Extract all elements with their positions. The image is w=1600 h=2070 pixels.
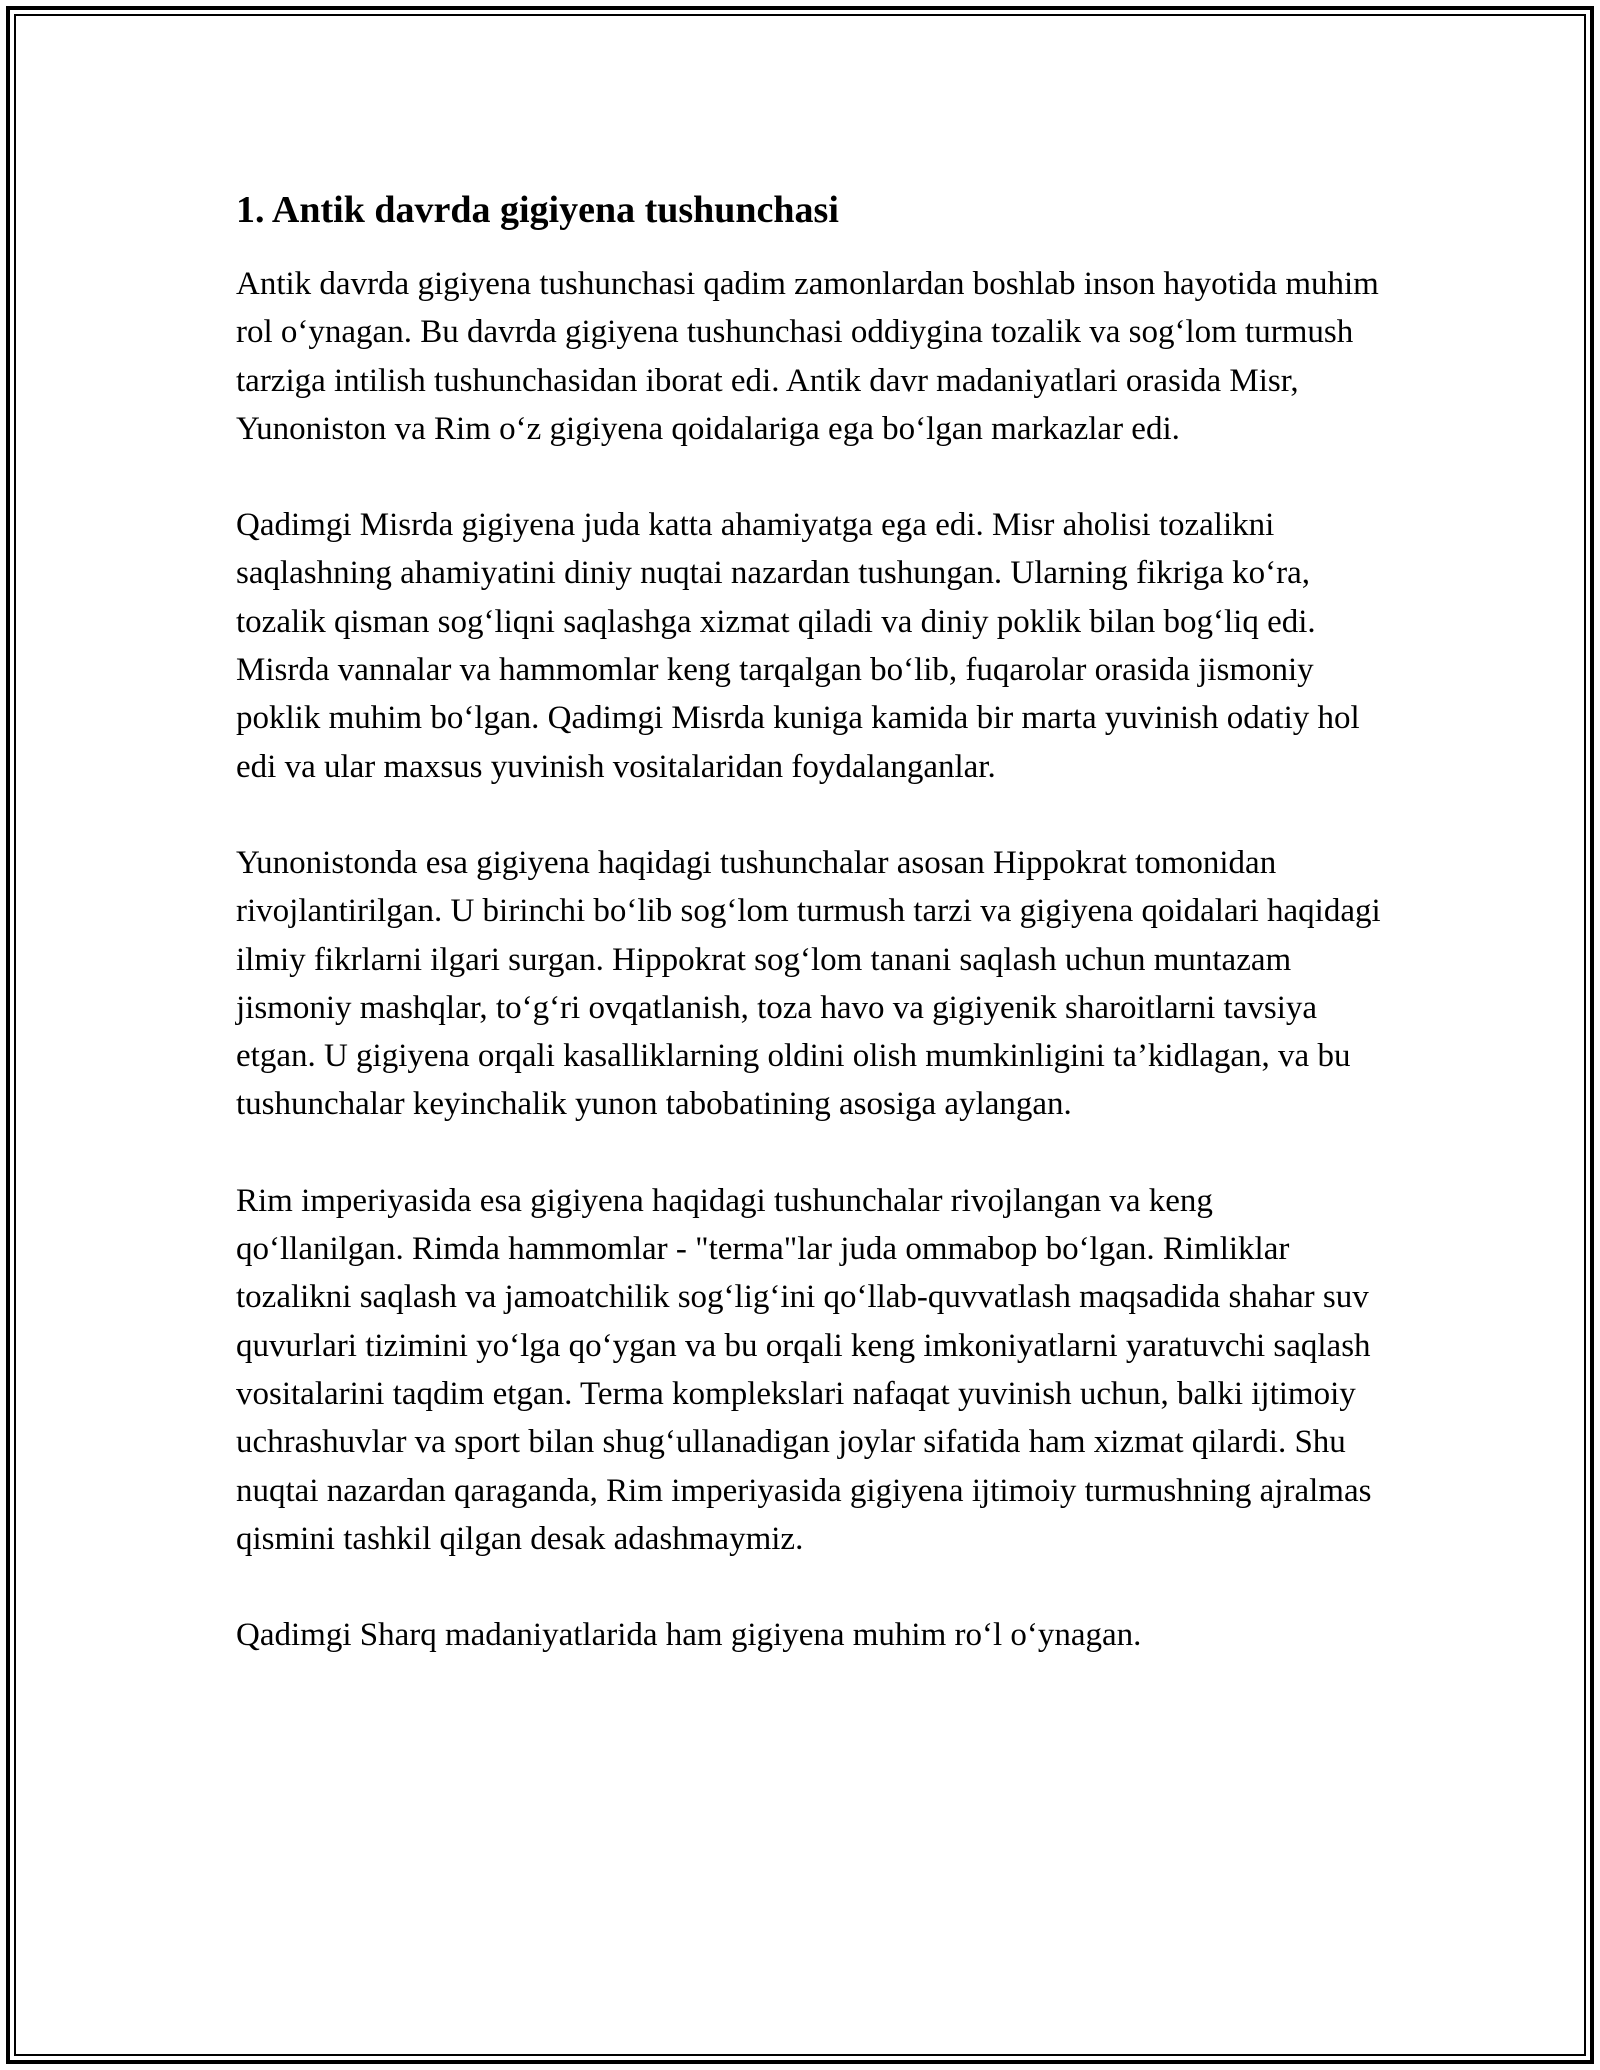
document-body	[236, 186, 1386, 1707]
section-heading: 1. Antik davrda gigiyena tushunchasi	[236, 189, 839, 231]
paragraph-egypt: Qadimgi Misrda gigiyena juda katta ahamiyatga ega edi. Misr aholisi tozalikni saqlashning ahamiyatini diniy nuqtai nazardan tushungan. Ularning fikriga ko‘ra, tozalik qisman sog‘liqni saqlashga xizmat qiladi va diniy poklik bilan bog‘liq edi. Misrda vannalar va hammomlar keng tarqalgan bo‘lib, fuqarolar orasida jismoniy poklik muhim bo‘lgan. Qadimgi Misrda kuniga kamida bir marta yuvinish odatiy hol edi va ular maxsus yuvinish vositalaridan foydalanganlar.	[236, 507, 1360, 785]
paragraph-rome: Rim imperiyasida esa gigiyena haqidagi tushunchalar rivojlangan va keng qo‘llanilgan. Rimda hammomlar - "terma"lar juda ommabop bo‘lgan. Rimliklar tozalikni saqlash va jamoatchilik sog‘lig‘ini qo‘llab-quvvatlash maqsadida shahar suv quvurlari tizimini yo‘lga qo‘ygan va bu orqali keng imkoniyatlarni yaratuvchi saqlash vositalarini taqdim etgan. Terma komplekslari nafaqat yuvinish uchun, balki ijtimoiy uchrashuvlar va sport bilan shug‘ullanadigan joylar sifatida ham xizmat qilardi. Shu nuqtai nazardan qaraganda, Rim imperiyasida gigiyena ijtimoiy turmushning ajralmas qismini tashkil qilgan desak adashmaymiz.	[236, 1182, 1372, 1557]
paragraph-east: Qadimgi Sharq madaniyatlarida ham gigiyena muhim ro‘l o‘ynagan.	[236, 1617, 1142, 1654]
paragraph-intro: Antik davrda gigiyena tushunchasi qadim zamonlardan boshlab inson hayotida muhim rol o‘ynagan. Bu davrda gigiyena tushunchasi oddiygina tozalik va sog‘lom turmush tarziga intilish tushunchasidan iborat edi. Antik davr madaniyatlari orasida Misr, Yunoniston va Rim o‘z gigiyena qoidalariga ega bo‘lgan markazlar edi.	[236, 266, 1379, 447]
paragraph-greece: Yunonistonda esa gigiyena haqidagi tushunchalar asosan Hippokrat tomonidan rivojlantirilgan. U birinchi bo‘lib sog‘lom turmush tarzi va gigiyena qoidalari haqidagi ilmiy fikrlarni ilgari surgan. Hippokrat sog‘lom tanani saqlash uchun muntazam jismoniy mashqlar, to‘g‘ri ovqatlanish, toza havo va gigiyenik sharoitlarni tavsiya etgan. U gigiyena orqali kasalliklarning oldini olish mumkinligini ta’kidlagan, va bu tushunchalar keyinchalik yunon tabobatining asosiga aylangan.	[236, 844, 1381, 1123]
